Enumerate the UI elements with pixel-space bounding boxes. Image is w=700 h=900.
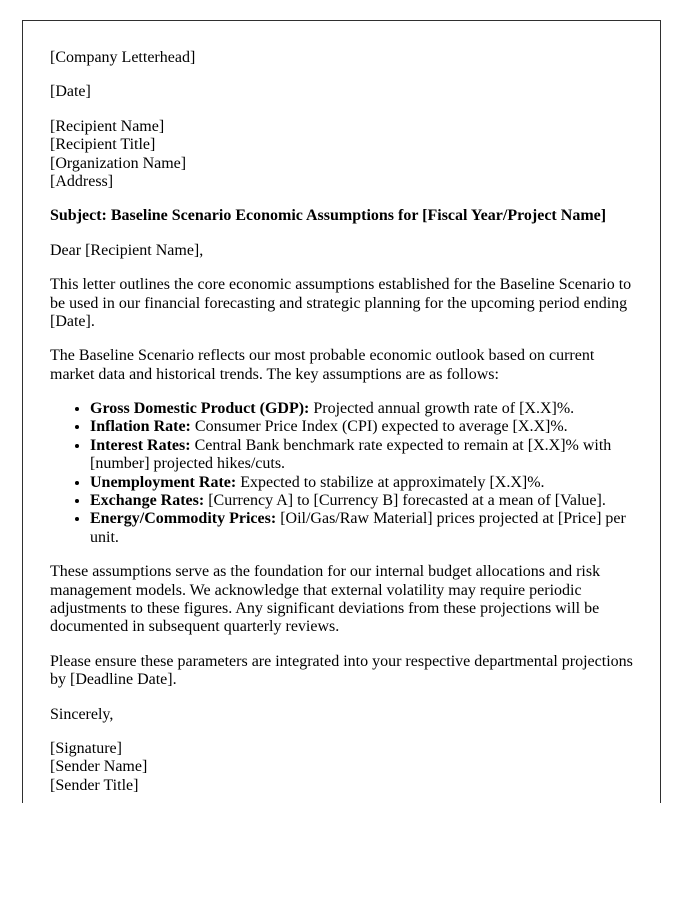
action-paragraph: Please ensure these parameters are integrated into your respective departmental projections by [Deadline Date].: [50, 652, 633, 689]
assumption-text-energy: [Oil/Gas/Raw Material] prices projected at [Price] per unit.: [90, 510, 626, 546]
intro-paragraph: This letter outlines the core economic assumptions established for the Baseline Scenario to be used in our financial forecasting and strategic planning for the upcoming period ending [Date].: [50, 276, 632, 330]
assumption-item-interest: [90, 437, 633, 474]
assumption-label-energy: Energy/Commodity Prices:: [90, 510, 277, 528]
assumption-label-exchange: Exchange Rates:: [90, 492, 205, 510]
assumption-item-unemployment: [90, 474, 633, 492]
recipient-name: [Recipient Name]: [50, 117, 165, 135]
recipient-address: [Address]: [50, 172, 114, 190]
letter-page: [22, 20, 661, 803]
assumption-text-gdp: Projected annual growth rate of [X.X]%.: [309, 400, 575, 418]
assumption-text-exchange: [Currency A] to [Currency B] forecasted at a mean of [Value].: [204, 492, 606, 510]
foundation-paragraph: These assumptions serve as the foundation for our internal budget allocations and risk management models. We acknowledge that external volatility may require periodic adjustments to these figures. Any significant deviations from these projections will be documented in subsequent quarterly reviews.: [50, 563, 601, 636]
subject-line: Subject: Baseline Scenario Economic Assumptions for [Fiscal Year/Project Name]: [50, 207, 607, 225]
letterhead: [Company Letterhead]: [50, 49, 196, 66]
date-line: [Date]: [50, 83, 91, 101]
assumption-item-exchange: [90, 492, 633, 510]
signature-block: [50, 740, 633, 795]
recipient-title: [Recipient Title]: [50, 136, 156, 154]
assumption-text-unemployment: Expected to stabilize at approximately [X.X]%.: [236, 473, 545, 491]
organization-name: [Organization Name]: [50, 154, 187, 172]
sender-title: [Sender Title]: [50, 776, 139, 794]
assumption-label-unemployment: Unemployment Rate:: [90, 473, 237, 491]
assumption-label-interest: Interest Rates:: [90, 436, 191, 454]
assumption-text-inflation: Consumer Price Index (CPI) expected to average [X.X]%.: [190, 418, 568, 436]
closing: Sincerely,: [50, 705, 114, 723]
salutation: Dear [Recipient Name],: [50, 241, 204, 259]
assumptions-list: [50, 400, 633, 547]
recipient-block: [50, 118, 633, 192]
assumption-item-energy: [90, 510, 633, 547]
signature: [Signature]: [50, 739, 122, 757]
assumption-text-interest: Central Bank benchmark rate expected to remain at [X.X]% with [number] projected hikes/cuts.: [90, 436, 612, 473]
assumption-label-inflation: Inflation Rate:: [90, 418, 191, 436]
overview-paragraph: The Baseline Scenario reflects our most probable economic outlook based on current market data and historical trends. The key assumptions are as follows:: [50, 347, 595, 383]
sender-name: [Sender Name]: [50, 758, 148, 776]
assumption-item-inflation: [90, 418, 633, 436]
assumption-item-gdp: [90, 400, 633, 418]
assumption-label-gdp: Gross Domestic Product (GDP):: [90, 400, 310, 418]
